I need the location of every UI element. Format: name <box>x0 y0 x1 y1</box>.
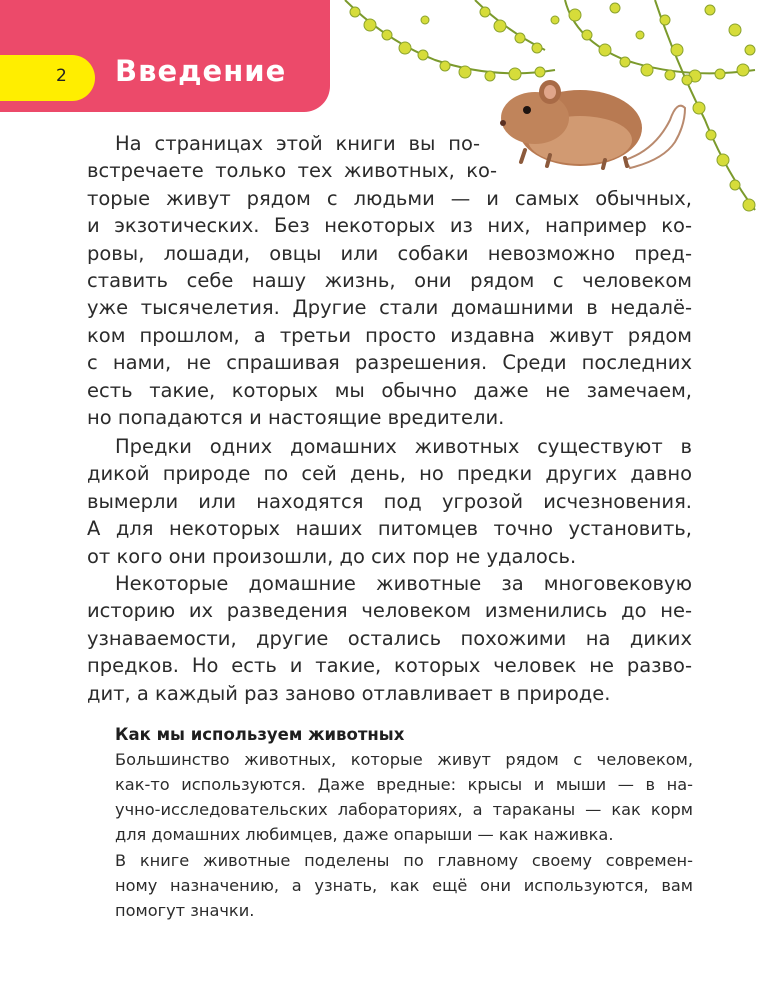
text-line: дикой природе по сей день, но предки других давно <box>87 462 692 486</box>
page-number-tab <box>0 55 95 101</box>
text-line: для домашних любимцев, даже опарыши — как наживка. <box>115 825 614 844</box>
text-line: с нами, не спрашивая разрешения. Среди последних <box>87 351 692 375</box>
text-line: дит, а каждый раз заново отлавливает в природе. <box>87 681 611 705</box>
text-line: ному назначению, а узнать, как ещё они используются, вам <box>115 876 693 895</box>
text-line: учно-исследовательских лабораториях, а тараканы — как корм <box>115 800 693 819</box>
text-line: есть такие, которых мы обычно даже не замечаем, <box>87 378 692 402</box>
intro-paragraph-3 <box>87 570 692 707</box>
intro-paragraph-2 <box>87 433 692 570</box>
text-line: вымерли или находятся под угрозой исчезновения. <box>87 489 692 513</box>
text-line: встречаете только тех животных, ко- <box>87 159 497 183</box>
text-line: Некоторые домашние животные за многовековую <box>115 572 692 595</box>
page-number: 2 <box>56 66 67 86</box>
text-line: А для некоторых наших питомцев точно установить, <box>87 517 692 541</box>
text-line: как-то используются. Даже вредные: крысы и мыши — в на- <box>115 775 693 794</box>
text-line: ком прошлом, а третьи просто издавна живут рядом <box>87 323 692 347</box>
text-line: торые живут рядом с людьми — и самых обычных, <box>87 186 692 210</box>
text-line: На страницах этой книги вы по- <box>115 132 480 155</box>
text-line: Предки одних домашних животных существуют в <box>115 435 692 458</box>
text-line: но попадаются и настоящие вредители. <box>87 406 505 430</box>
text-line: узнаваемости, другие остались похожими на диких <box>87 626 692 650</box>
text-line: уже тысячелетия. Другие стали домашними в недалё- <box>87 296 692 320</box>
text-line: Большинство животных, которые живут рядом с человеком, <box>115 750 693 769</box>
text-line: предков. Но есть и такие, которых человек не разво- <box>87 654 692 678</box>
usage-paragraph-2 <box>115 848 693 923</box>
section-heading: Как мы используем животных <box>115 725 405 744</box>
text-line: В книге животные поделены по главному своему современ- <box>115 851 693 870</box>
text-line: историю их разведения человеком изменились до не- <box>87 599 692 623</box>
section-title: Введение <box>115 54 287 88</box>
text-line: ровы, лошади, овцы или собаки невозможно пред- <box>87 241 692 265</box>
text-line: ставить себе нашу жизнь, они рядом с человеком <box>87 269 692 293</box>
text-line: от кого они произошли, до сих пор не удалось. <box>87 544 577 568</box>
text-line: и экзотических. Без некоторых из них, например ко- <box>87 214 692 238</box>
intro-paragraph-1 <box>87 130 692 431</box>
usage-paragraph-1 <box>115 747 693 847</box>
text-line: помогут значки. <box>115 901 255 920</box>
